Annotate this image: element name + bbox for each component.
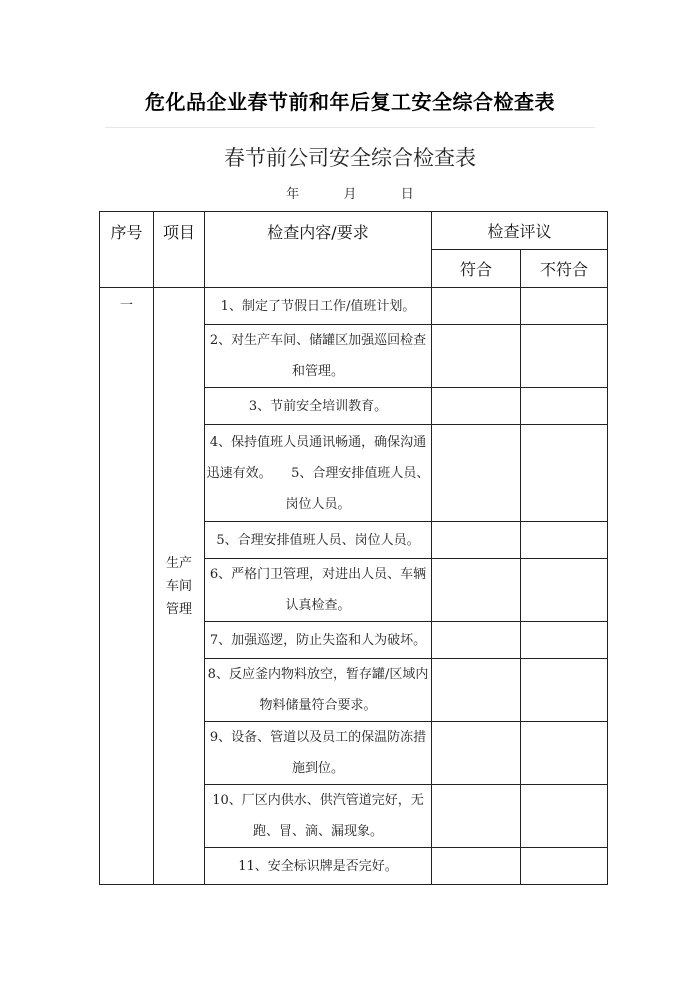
header-project: 项目 [154,212,205,288]
conform-cell[interactable] [432,848,521,885]
nonconform-cell[interactable] [521,622,608,659]
conform-cell[interactable] [432,659,521,722]
date-month-label: 月 [343,187,357,202]
date-day-label: 日 [400,187,414,202]
header-nonconform: 不符合 [521,250,608,288]
header-evaluation: 检查评议 [432,212,608,250]
inspection-table [99,211,608,885]
conform-cell[interactable] [432,325,521,388]
nonconform-cell[interactable] [521,288,608,325]
date-line [0,183,700,202]
item-text: 9、设备、管道以及员工的保温防冻措施到位。 [205,722,432,785]
item-text: 8、反应釜内物料放空，暂存罐/区域内物料储量符合要求。 [205,659,432,722]
conform-cell[interactable] [432,785,521,848]
header-conform: 符合 [432,250,521,288]
table-body [100,288,608,885]
form-subtitle: 春节前公司安全综合检查表 [224,146,476,170]
conform-cell[interactable] [432,622,521,659]
item-text: 5、合理安排值班人员、岗位人员。 [205,522,432,559]
conform-cell[interactable] [432,425,521,522]
conform-cell[interactable] [432,522,521,559]
item-text: 10、厂区内供水、供汽管道完好，无跑、冒、滴、漏现象。 [205,785,432,848]
conform-cell[interactable] [432,388,521,425]
nonconform-cell[interactable] [521,785,608,848]
date-year-label: 年 [286,187,300,202]
nonconform-cell[interactable] [521,848,608,885]
item-text: 4、保持值班人员通讯畅通，确保沟通迅速有效。 5、合理安排值班人员、岗位人员。 [205,425,432,522]
nonconform-cell[interactable] [521,388,608,425]
section-seq: 一 [100,288,154,885]
conform-cell[interactable] [432,559,521,622]
header-seq: 序号 [100,212,154,288]
item-text: 7、加强巡逻，防止失盗和人为破坏。 [205,622,432,659]
item-text: 2、对生产车间、储罐区加强巡回检查和管理。 [205,325,432,388]
title-divider [105,127,595,128]
table-row [100,288,608,325]
item-text: 11、安全标识牌是否完好。 [205,848,432,885]
section-project-line: 生产 [165,555,192,571]
nonconform-cell[interactable] [521,522,608,559]
section-project [154,288,205,885]
conform-cell[interactable] [432,722,521,785]
nonconform-cell[interactable] [521,425,608,522]
nonconform-cell[interactable] [521,659,608,722]
section-project-line: 车间 [165,578,192,594]
nonconform-cell[interactable] [521,325,608,388]
item-text: 3、节前安全培训教育。 [205,388,432,425]
item-text: 1、制定了节假日工作/值班计划。 [205,288,432,325]
nonconform-cell[interactable] [521,559,608,622]
nonconform-cell[interactable] [521,722,608,785]
document-title: 危化品企业春节前和年后复工安全综合检查表 [145,90,555,114]
item-text: 6、严格门卫管理，对进出人员、车辆认真检查。 [205,559,432,622]
header-content: 检查内容/要求 [205,212,432,288]
section-project-line: 管理 [165,601,192,617]
conform-cell[interactable] [432,288,521,325]
